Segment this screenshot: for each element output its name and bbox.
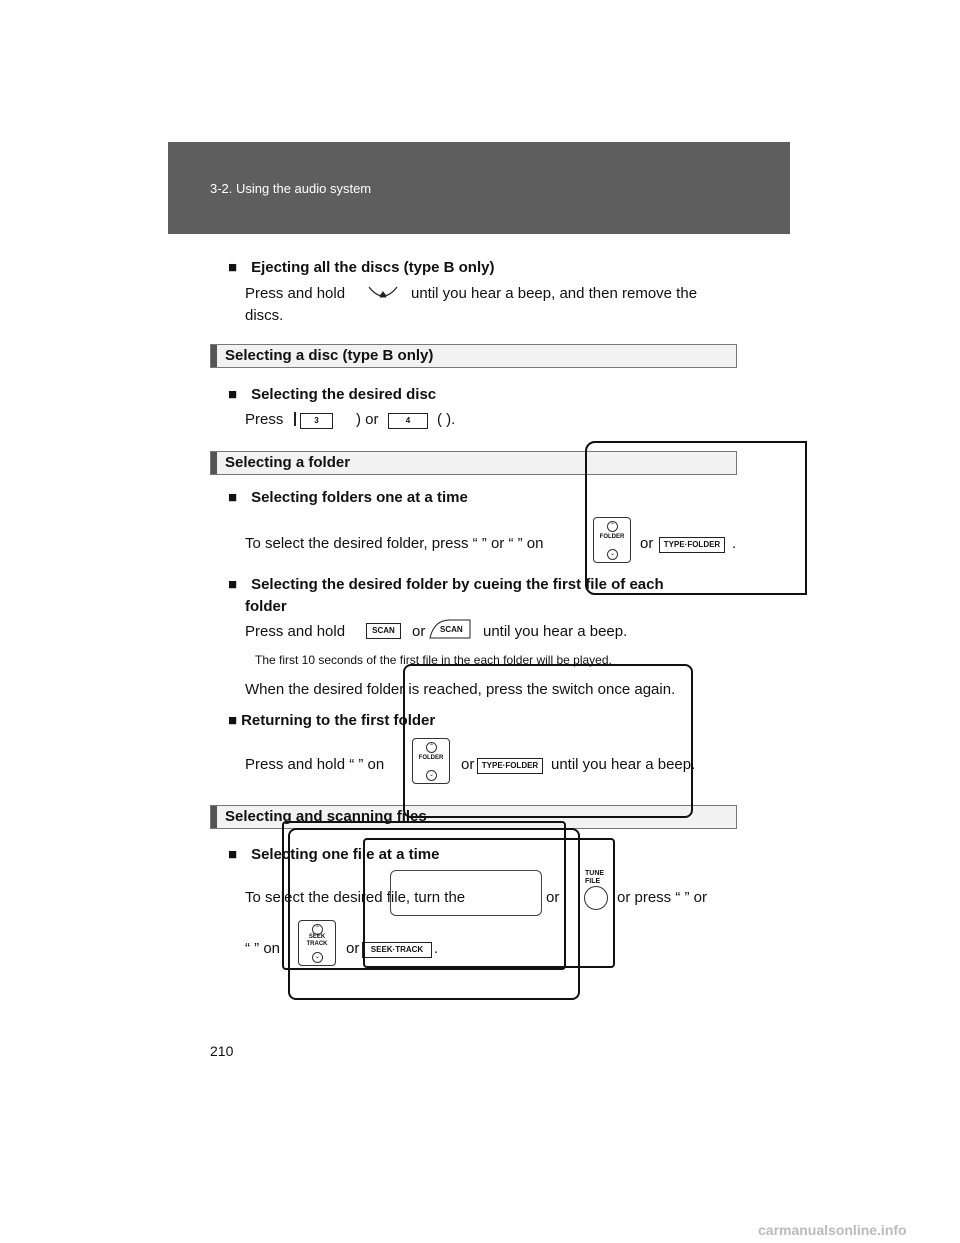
bullet-square-icon: ■ xyxy=(228,489,238,506)
scan-button-illustration xyxy=(428,618,472,640)
file-one-heading: Selecting one file at a time xyxy=(251,846,440,863)
section-title: Selecting a folder xyxy=(225,454,351,471)
end-label: ( ). xyxy=(437,411,456,428)
press-hold-label: Press and hold xyxy=(245,623,346,640)
bullet-square-icon: ■ xyxy=(228,259,238,276)
disc-3-key: 3 xyxy=(300,413,333,429)
tune-label: TUNE xyxy=(585,870,605,877)
eject-icon xyxy=(367,283,399,303)
or-label: or xyxy=(461,756,475,773)
folders-one-line: To select the desired folder, press “ ” or “ ” on xyxy=(245,535,544,552)
scan-key: SCAN xyxy=(366,623,401,639)
folder-reached-line: When the desired folder is reached, press the switch once again. xyxy=(245,681,676,698)
down-arrow-icon: ⌄ xyxy=(607,549,618,560)
bullet-square-icon: ■ xyxy=(228,576,238,593)
until-label: until you hear a beep. xyxy=(483,623,628,640)
or-label: or xyxy=(640,535,654,552)
scan-label: SCAN xyxy=(440,625,463,634)
return-press-hold: Press and hold “ ” on xyxy=(245,756,385,773)
section-bar xyxy=(211,345,217,367)
or-press-label: or press “ ” or xyxy=(617,889,708,906)
disc-4-key: 4 xyxy=(388,413,428,429)
type-folder-key: TYPE·FOLDER xyxy=(659,537,725,553)
breadcrumb: 3-2. Using the audio system xyxy=(210,181,372,196)
desired-disc-heading-row xyxy=(228,386,436,404)
return-first-heading: Returning to the first folder xyxy=(241,712,436,729)
bullet-square-icon: ■ xyxy=(228,712,238,729)
file-one-line2: “ ” on xyxy=(245,940,281,957)
up-arrow-icon: ⌃ xyxy=(426,742,437,753)
end-label: . xyxy=(434,940,439,957)
until-label: until you hear a beep. xyxy=(551,756,696,773)
down-arrow-icon: ⌄ xyxy=(312,952,323,963)
or-label: or xyxy=(546,889,560,906)
file-label: FILE xyxy=(585,878,601,885)
folder-label: FOLDER xyxy=(599,534,625,540)
eject-line2: discs. xyxy=(245,307,284,324)
eject-heading: Ejecting all the discs (type B only) xyxy=(251,259,495,276)
folders-one-heading: Selecting folders one at a time xyxy=(251,489,468,506)
press-label: Press xyxy=(245,411,284,428)
up-arrow-icon: ⌃ xyxy=(607,521,618,532)
folder-cue-heading: Selecting the desired folder by cueing the first file of each xyxy=(251,576,664,593)
seek-track-key: SEEK·TRACK xyxy=(362,942,432,958)
or-label: ) or xyxy=(356,411,379,428)
bullet-square-icon: ■ xyxy=(228,386,238,403)
overlay-box xyxy=(585,441,807,595)
bullet-square-icon: ■ xyxy=(228,846,238,863)
folder-label: FOLDER xyxy=(418,755,444,761)
up-arrow-icon: ⌃ xyxy=(312,924,323,935)
track-label: TRACK xyxy=(306,941,328,947)
down-arrow-icon: ⌄ xyxy=(426,770,437,781)
folder-cue-heading2: folder xyxy=(245,598,287,615)
section-title: Selecting and scanning files xyxy=(225,808,427,825)
seek-label: SEEK xyxy=(308,934,326,940)
overlay-box xyxy=(363,838,615,968)
eject-line1a: Press and hold xyxy=(245,285,346,302)
section-header-disc xyxy=(210,344,737,368)
section-title: Selecting a disc (type B only) xyxy=(225,347,434,364)
eject-line1b: until you hear a beep, and then remove the xyxy=(411,285,698,302)
desired-disc-heading: Selecting the desired disc xyxy=(251,386,437,403)
end-label: . xyxy=(732,535,737,552)
section-bar xyxy=(211,806,217,828)
or-label: or xyxy=(412,623,426,640)
overlay-box xyxy=(403,664,696,818)
eject-heading-row xyxy=(228,259,494,277)
or-label: or xyxy=(346,940,360,957)
file-one-line1: To select the desired file, turn the xyxy=(245,889,466,906)
type-folder-key: TYPE·FOLDER xyxy=(477,758,543,774)
folders-one-heading-row xyxy=(228,489,468,507)
page-number: 210 xyxy=(210,1043,234,1059)
folder-cue-note: The first 10 seconds of the first file in the each folder will be played. xyxy=(255,653,612,667)
watermark: carmanualsonline.info xyxy=(758,1222,907,1238)
section-bar xyxy=(211,452,217,474)
